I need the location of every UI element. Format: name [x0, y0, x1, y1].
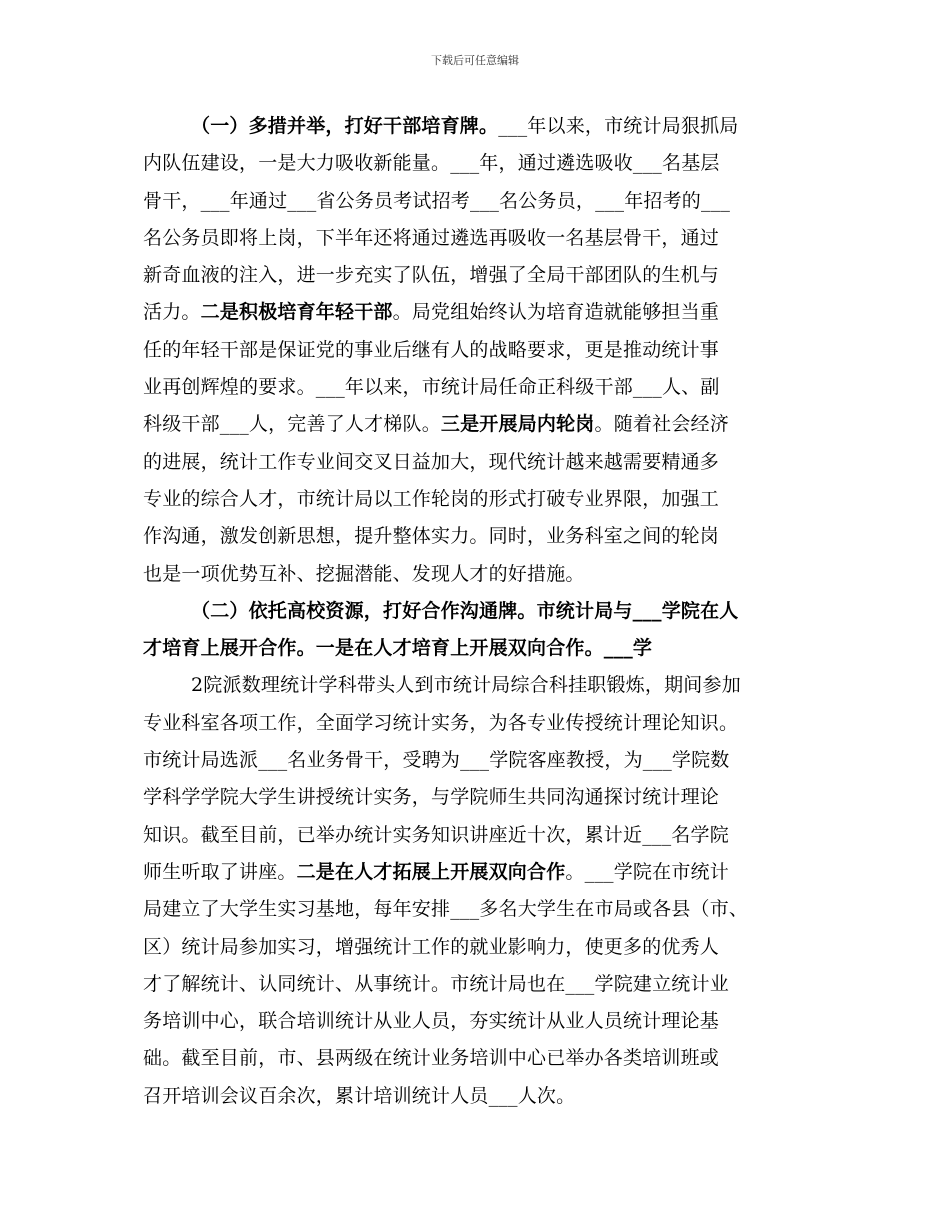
bold-text-segment: 三是开展局内轮岗: [440, 413, 595, 436]
text-line: [143, 145, 815, 182]
text-segment: 区）统计局参加实习，增强统计工作的就业影响力，使更多的优秀人: [143, 935, 720, 958]
text-line: [143, 220, 815, 257]
text-line: [143, 369, 815, 406]
text-segment: 科级干部___人，完善了人才梯队。: [143, 413, 441, 436]
text-line: [143, 257, 815, 294]
text-segment: 召开培训会议百余次，累计培训统计人员___人次。: [143, 1084, 576, 1107]
text-line: [143, 779, 815, 816]
text-line: [143, 929, 815, 966]
text-segment: 新奇血液的注入，进一步充实了队伍，增强了全局干部团队的生机与: [143, 264, 720, 287]
bold-text-segment: 二是积极培育年轻干部: [200, 301, 393, 324]
text-segment: 内队伍建设，一是大力吸收新能量。___年，通过遴选吸收___名基层: [143, 152, 720, 175]
text-segment: 知识。截至目前，已举办统计实务知识讲座近十次，累计近___名学院: [143, 823, 729, 846]
text-line: [143, 966, 815, 1003]
text-line: [143, 183, 815, 220]
text-segment: 学科学学院大学生讲授统计实务，与学院师生共同沟通探讨统计理论: [143, 786, 720, 809]
text-segment: 务培训中心，联合培训统计从业人员，夯实统计从业人员统计理论基: [143, 1010, 720, 1033]
text-segment: 骨干，___年通过___省公务员考试招考___名公务员，___年招考的___: [143, 189, 731, 212]
text-segment: 局建立了大学生实习基地，每年安排___多名大学生在市局或各县（市、: [143, 898, 749, 921]
text-line: [143, 108, 815, 145]
text-line: [143, 667, 815, 704]
text-segment: 础。截至目前，市、县两级在统计业务培训中心已举办各类培训班或: [143, 1047, 720, 1070]
text-line: [143, 444, 815, 481]
text-line: [143, 556, 815, 593]
text-segment: 活力。: [143, 301, 201, 324]
page-header: 下载后可任意编辑: [431, 54, 519, 67]
text-segment: 作沟通，激发创新思想，提升整体实力。同时，业务科室之间的轮岗: [143, 525, 720, 548]
text-line: [143, 518, 815, 555]
bold-text-segment: 才培育上展开合作。一是在人才培育上开展双向合作。___学: [143, 637, 653, 660]
text-segment: 的进展，统计工作专业间交叉日益加大，现代统计越来越需要精通多: [143, 450, 720, 473]
bold-text-segment: （一）多措并举，打好干部培育牌。: [191, 115, 499, 137]
text-segment: ___年以来，市统计局狠抓局: [498, 115, 739, 137]
bold-text-segment: （二）依托高校资源，打好合作沟通牌。市统计局与___学院在人: [191, 599, 739, 622]
text-line: [143, 1040, 815, 1077]
text-line: [143, 742, 815, 779]
text-segment: 名公务员即将上岗，下半年还将通过遴选再吸收一名基层骨干，通过: [143, 226, 720, 249]
text-segment: 。局党组始终认为培育造就能够担当重: [392, 301, 720, 324]
text-segment: 市统计局选派___名业务骨干，受聘为___学院客座教授，为___学院数: [143, 749, 730, 772]
text-line: [143, 854, 815, 891]
text-line: [143, 891, 815, 928]
text-line: [143, 630, 815, 667]
text-line: [143, 705, 815, 742]
text-segment: 师生听取了讲座。: [143, 860, 297, 883]
text-segment: 任的年轻干部是保证党的事业后继有人的战略要求，更是推动统计事: [143, 338, 720, 361]
text-line: [143, 817, 815, 854]
document-body: [143, 108, 815, 1115]
text-segment: 也是一项优势互补、挖掘潜能、发现人才的好措施。: [143, 562, 585, 585]
text-line: [143, 294, 815, 331]
text-segment: 专业科室各项工作，全面学习统计实务，为各专业传授统计理论知识。: [143, 711, 739, 734]
text-segment: 。随着社会经济: [594, 413, 729, 436]
text-segment: 业再创辉煌的要求。___年以来，市统计局任命正科级干部___人、副: [143, 376, 720, 399]
bold-text-segment: 二是在人才拓展上开展双向合作: [296, 860, 566, 883]
text-segment: 专业的综合人才，市统计局以工作轮岗的形式打破专业界限，加强工: [143, 487, 720, 510]
text-line: [143, 593, 815, 630]
text-line: [143, 1078, 815, 1115]
text-line: [143, 406, 815, 443]
text-line: [143, 1003, 815, 1040]
text-segment: 2院派数理统计学科带头人到市统计局综合科挂职锻炼，期间参加: [191, 674, 741, 697]
text-segment: 才了解统计、认同统计、从事统计。市统计局也在___学院建立统计业: [143, 972, 729, 995]
text-segment: 。___学院在市统计: [565, 860, 729, 883]
text-line: [143, 481, 815, 518]
text-line: [143, 332, 815, 369]
